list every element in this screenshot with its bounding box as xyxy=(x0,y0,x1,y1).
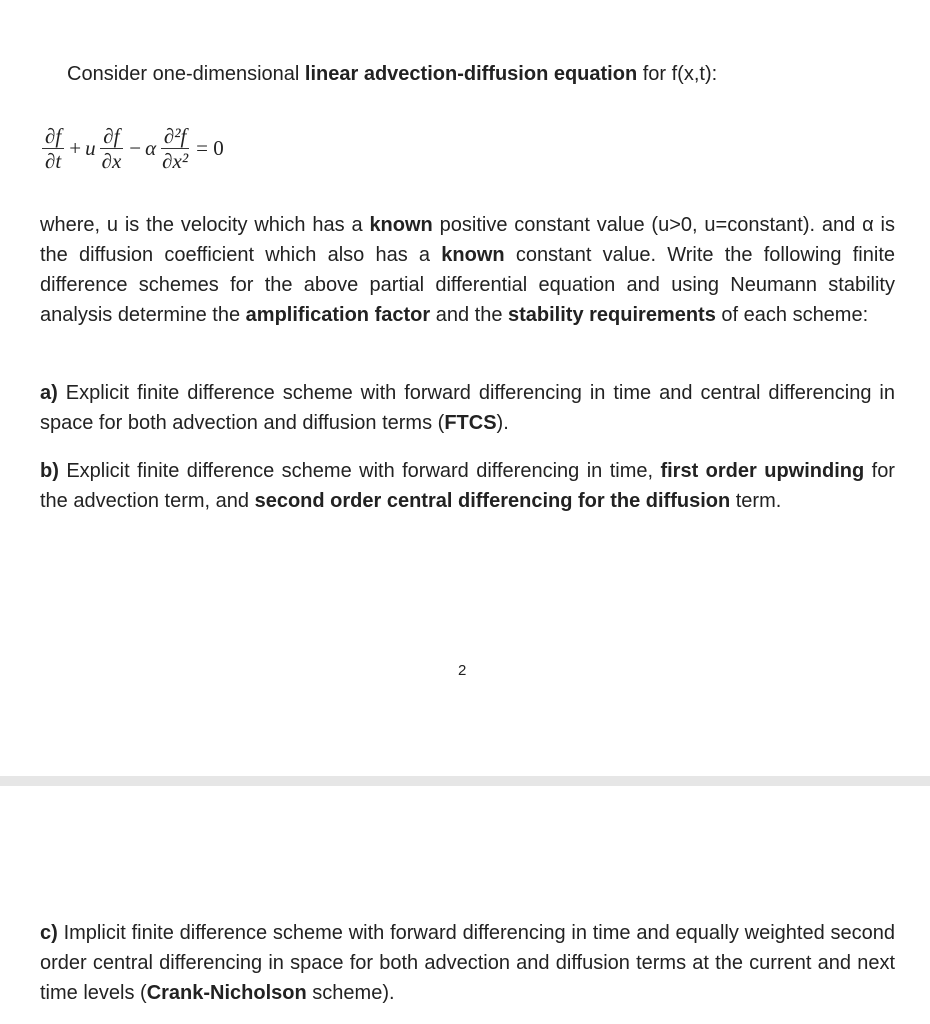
part-a-text-2: ). xyxy=(496,412,509,434)
intro-suffix: for f(x,t): xyxy=(637,63,718,85)
intro-prefix: Consider one-dimensional xyxy=(67,63,305,85)
part-c-text-1: Implicit finite difference scheme with forward differencing in time and equally weighted second order central differencing in space for both advection and diffusion terms at the current and next time levels ( xyxy=(40,922,895,1004)
intro-sentence xyxy=(67,60,717,88)
part-b-bold-1: first order upwinding xyxy=(660,460,865,482)
desc-bold-3: amplification factor xyxy=(245,304,431,326)
space-derivative-numerator: ∂f xyxy=(100,124,122,149)
diffusion-coefficient-symbol: α xyxy=(145,135,157,160)
part-b-text-1: Explicit finite difference scheme with forward differencing in time, xyxy=(58,460,661,482)
space-derivative-denominator: ∂x xyxy=(101,148,122,173)
desc-text-5: of each scheme: xyxy=(715,304,869,326)
part-a xyxy=(40,378,895,438)
time-derivative xyxy=(42,124,64,173)
part-b-bold-2: second order central differencing for the diffusion xyxy=(254,490,731,512)
second-derivative-denominator: ∂x² xyxy=(162,148,189,173)
desc-text-3: constant value. Write the following finite difference schemes for the above partial differential equation and using Neumann stability analysis determine the xyxy=(40,244,895,326)
desc-bold-4: stability requirements xyxy=(508,304,716,326)
velocity-symbol: u xyxy=(85,135,96,160)
part-c-bold: Crank-Nicholson xyxy=(146,982,307,1004)
space-derivative xyxy=(99,124,125,173)
part-b xyxy=(40,456,895,516)
desc-text-2: positive constant value (u>0, u=constant). and α is the diffusion coefficient which also has a xyxy=(40,214,895,266)
desc-bold-2: known xyxy=(441,244,505,266)
second-derivative-numerator: ∂²f xyxy=(161,124,190,149)
part-b-text-2: for the advection term, and xyxy=(40,460,895,512)
time-derivative-numerator: ∂f xyxy=(42,124,64,149)
part-b-label: b) xyxy=(40,460,59,482)
part-c-label: c) xyxy=(40,922,58,944)
desc-text-4: and the xyxy=(430,304,508,326)
part-a-text-1: Explicit finite difference scheme with forward differencing in time and central differencing in space for both advection and diffusion terms ( xyxy=(40,382,895,434)
second-derivative xyxy=(159,124,191,173)
equals-zero: = 0 xyxy=(196,135,224,160)
part-c-text-2: scheme). xyxy=(306,982,395,1004)
part-a-label: a) xyxy=(40,382,58,404)
problem-description xyxy=(40,210,895,330)
time-derivative-denominator: ∂t xyxy=(45,148,62,173)
part-b-text-3: term. xyxy=(730,490,782,512)
plus-sign: + xyxy=(69,135,82,160)
desc-bold-1: known xyxy=(369,214,433,236)
part-a-bold: FTCS xyxy=(444,412,497,434)
minus-sign: − xyxy=(129,135,142,160)
intro-bold-term: linear advection-diffusion equation xyxy=(304,63,638,85)
advection-diffusion-equation xyxy=(40,118,227,178)
page-separator xyxy=(0,776,930,786)
part-c xyxy=(40,918,895,1008)
page-number: 2 xyxy=(458,662,467,679)
desc-text-1: where, u is the velocity which has a xyxy=(40,214,370,236)
